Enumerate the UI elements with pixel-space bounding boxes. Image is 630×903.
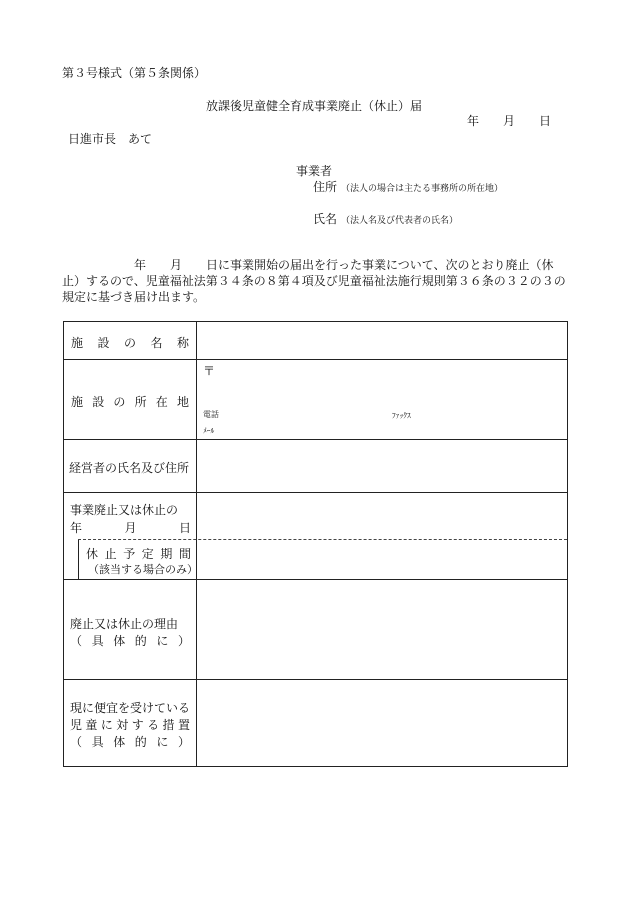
addressee: 日進市長 あて — [68, 132, 153, 146]
reason-row — [64, 580, 567, 680]
closure-date-row — [64, 493, 567, 580]
mail-label: ﾒｰﾙ — [203, 426, 215, 435]
suspension-period-label: 休 止 予 定 期 間 — [86, 547, 191, 561]
operator-field[interactable] — [197, 440, 567, 492]
name-note: （法人名及び代表者の氏名） — [341, 216, 459, 226]
form-table — [63, 321, 568, 767]
date-day-label: 日 — [539, 114, 552, 128]
date-year-label: 年 — [467, 114, 480, 128]
facility-location-label-cell — [64, 360, 197, 439]
closure-date-label-line2: 年 月 日 — [70, 521, 191, 535]
suspension-period-field[interactable] — [197, 539, 567, 579]
closure-date-label-line1: 事業廃止又は休止の — [70, 503, 179, 517]
form-title: 放課後児童健全育成事業廃止（休止）届 — [206, 99, 423, 113]
date-month-label: 月 — [503, 114, 516, 128]
closure-date-label-cell — [64, 493, 197, 579]
address-label: 住所 — [313, 180, 338, 194]
facility-location-field[interactable] — [197, 360, 567, 439]
measures-row — [64, 680, 567, 766]
facility-name-row — [64, 322, 567, 360]
form-number: 第３号様式（第５条関係） — [62, 66, 207, 80]
reason-label-line2: （ 具 体 的 に ） — [70, 634, 190, 648]
facility-name-label: 施 設 の 名 称 — [71, 336, 189, 350]
measures-label-line1: 現に便宜を受けている — [70, 701, 191, 715]
fax-label: ﾌｧｯｸｽ — [392, 411, 411, 420]
operator-row — [64, 440, 567, 493]
measures-field[interactable] — [197, 680, 567, 766]
postal-mark: 〒 — [203, 364, 216, 378]
facility-name-field[interactable] — [197, 322, 567, 359]
facility-location-label: 施 設 の 所 在 地 — [71, 395, 189, 409]
closure-date-field[interactable] — [197, 493, 567, 538]
facility-location-row — [64, 360, 567, 440]
address-note: （法人の場合は主たる事務所の所在地） — [341, 184, 504, 194]
operator-label: 経営者の氏名及び住所 — [69, 461, 190, 475]
phone-label: 電話 — [203, 410, 219, 419]
reason-label-cell — [64, 580, 197, 679]
measures-label-line2: 児 童 に 対 す る 措 置 — [70, 718, 190, 732]
reason-label-line1: 廃止又は休止の理由 — [70, 617, 179, 631]
body-text: 年 月 日に事業開始の届出を行った事業について、次のとおり廃止（休止）するので、児童福祉法第３４条の８第４項及び児童福祉法施行規則第３６条の３２の３の規定に基づき届け出ます。 — [62, 258, 566, 304]
facility-name-label-cell — [64, 322, 197, 359]
suspension-period-note: （該当する場合のみ） — [88, 563, 198, 576]
measures-label-cell — [64, 680, 197, 766]
suspension-indent-line — [78, 539, 79, 580]
reason-field[interactable] — [197, 580, 567, 679]
date-line — [467, 112, 551, 129]
applicant-label: 事業者 — [296, 164, 333, 178]
measures-label-line3: （ 具 体 的 に ） — [70, 735, 190, 749]
name-label: 氏名 — [313, 212, 338, 226]
operator-label-cell — [64, 440, 197, 492]
